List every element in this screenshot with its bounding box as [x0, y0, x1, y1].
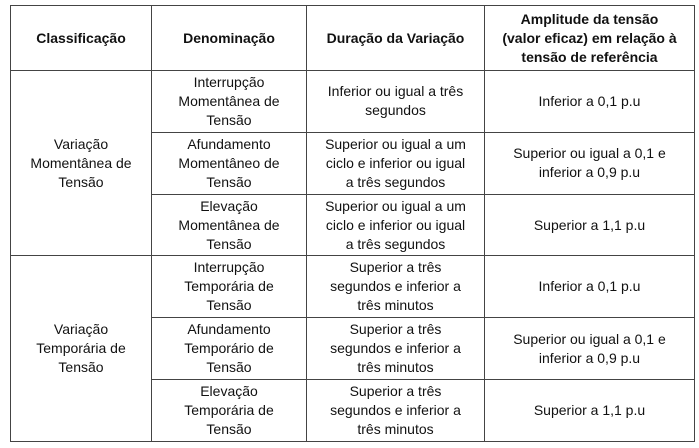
voltage-variation-table	[10, 5, 695, 442]
duration-cell	[307, 194, 485, 256]
amplitude-text: Inferior a 0,1 p.u	[538, 278, 641, 295]
denomination-cell	[152, 71, 307, 133]
amplitude-cell	[485, 318, 695, 380]
denomination-cell	[152, 256, 307, 318]
amplitude-text: Superior a 1,1 p.u	[533, 402, 646, 419]
duration-text: Superior a três segundos e inferior a três minutos	[330, 321, 461, 376]
table-row	[11, 71, 695, 133]
amplitude-text: Superior ou igual a 0,1 e inferior a 0,9 p.u	[513, 330, 666, 366]
duration-text: Superior ou igual a um ciclo e inferior ou igual a três segundos	[325, 197, 466, 252]
amplitude-text: Superior ou igual a 0,1 e inferior a 0,9 p.u	[513, 145, 666, 181]
header-denomination	[152, 6, 307, 71]
duration-cell	[307, 318, 485, 380]
header-amplitude-label: Amplitude da tensão (valor eficaz) em relação à tensão de referência	[502, 10, 677, 65]
amplitude-cell	[485, 380, 695, 442]
denomination-cell	[152, 318, 307, 380]
denomination-text: Elevação Temporária de Tensão	[184, 383, 274, 438]
duration-text: Superior a três segundos e inferior a três minutos	[330, 259, 461, 314]
classification-cell	[11, 256, 152, 442]
amplitude-cell	[485, 132, 695, 194]
denomination-text: Interrupção Temporária de Tensão	[184, 259, 274, 314]
header-classification-label: Classificação	[36, 29, 126, 46]
header-classification	[11, 6, 152, 71]
header-amplitude	[485, 6, 695, 71]
table-row	[11, 256, 695, 318]
header-denomination-label: Denominação	[183, 29, 275, 46]
header-duration-label: Duração da Variação	[326, 29, 465, 46]
amplitude-text: Superior a 1,1 p.u	[533, 216, 646, 233]
amplitude-cell	[485, 256, 695, 318]
amplitude-cell	[485, 194, 695, 256]
denomination-text: Afundamento Temporário de Tensão	[184, 321, 274, 376]
denomination-text: Afundamento Momentâneo de Tensão	[178, 135, 280, 190]
denomination-cell	[152, 380, 307, 442]
classification-cell	[11, 71, 152, 256]
duration-cell	[307, 71, 485, 133]
denomination-cell	[152, 132, 307, 194]
duration-text: Superior a três segundos e inferior a três minutos	[330, 383, 461, 438]
denomination-cell	[152, 194, 307, 256]
amplitude-cell	[485, 71, 695, 133]
duration-cell	[307, 256, 485, 318]
classification-text: Variação Momentânea de Tensão	[30, 135, 132, 190]
table-header-row	[11, 6, 695, 71]
header-duration	[307, 6, 485, 71]
classification-table-container	[10, 5, 694, 442]
amplitude-text: Inferior a 0,1 p.u	[538, 92, 641, 109]
denomination-text: Interrupção Momentânea de Tensão	[178, 73, 280, 128]
classification-text: Variação Temporária de Tensão	[36, 321, 126, 376]
duration-text: Inferior ou igual a três segundos	[327, 83, 464, 119]
duration-text: Superior ou igual a um ciclo e inferior ou igual a três segundos	[325, 135, 466, 190]
duration-cell	[307, 132, 485, 194]
duration-cell	[307, 380, 485, 442]
denomination-text: Elevação Momentânea de Tensão	[178, 197, 280, 252]
